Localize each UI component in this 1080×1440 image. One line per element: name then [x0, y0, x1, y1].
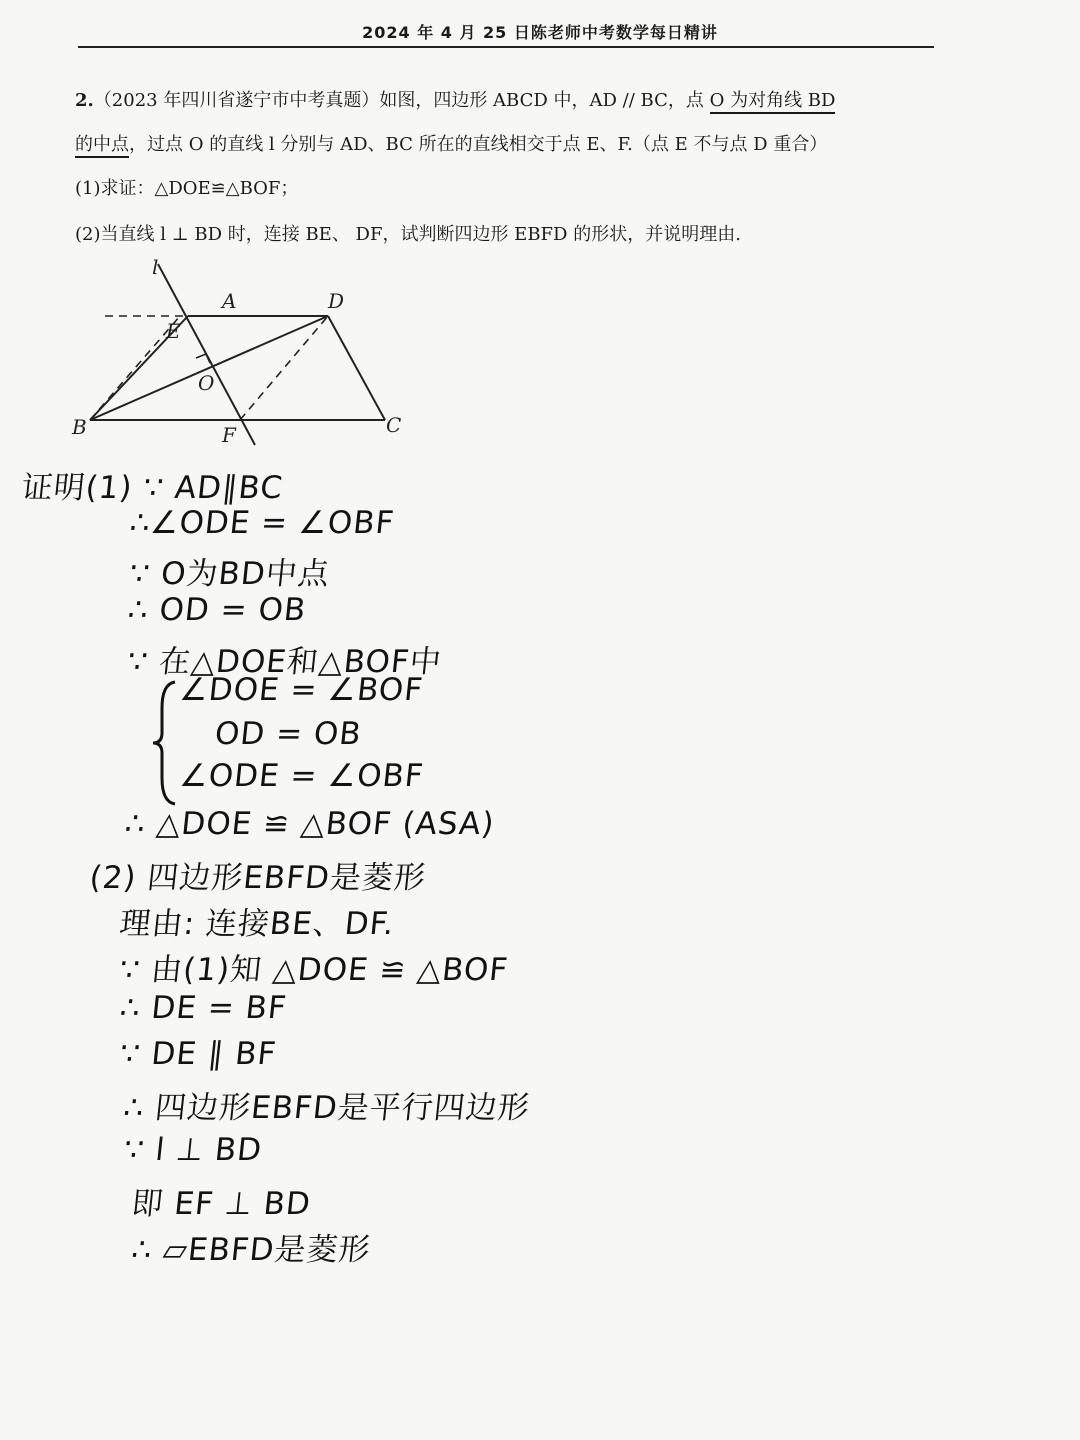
- dashed-df: [240, 316, 328, 420]
- proof-part2-conclusion: ∴ ▱EBFD是菱形: [129, 1232, 373, 1268]
- problem-underlined-1: O 为对角线 BD: [710, 90, 836, 114]
- problem-line-1: [75, 86, 835, 112]
- label-l: l: [152, 255, 159, 279]
- proof-line-3: ∵ O为BD中点: [127, 556, 332, 592]
- proof-part2-line-4: ∴ 四边形EBFD是平行四边形: [121, 1090, 532, 1126]
- proof-line-2: ∴∠ODE = ∠OBF: [128, 505, 397, 541]
- segment-dc: [328, 316, 385, 420]
- header-rule: [78, 46, 934, 48]
- proof-condition-1: ∠DOE = ∠BOF: [178, 672, 425, 708]
- problem-underlined-2: 的中点: [75, 134, 129, 158]
- proof-part2-line-1: ∵ 由(1)知 △DOE ≌ △BOF: [117, 952, 511, 988]
- problem-part-1: (1)求证：△DOE≌△BOF；: [75, 178, 299, 199]
- problem-text-2: ，过点 O 的直线 l 分别与 AD、BC 所在的直线相交于点 E、F.（点 E 不与点 D 重合）: [129, 134, 828, 155]
- label-f: F: [222, 423, 236, 447]
- condition-brace: [150, 678, 180, 808]
- proof-part2-line-5: ∵ l ⊥ BD: [122, 1132, 264, 1168]
- proof-part2-line-3: ∵ DE ∥ BF: [118, 1036, 279, 1072]
- label-a: A: [222, 289, 237, 313]
- segment-bd: [90, 316, 328, 420]
- problem-text-1: （2023 年四川省遂宁市中考真题）如图，四边形 ABCD 中，AD // BC，点: [93, 90, 704, 111]
- proof-line-5: ∵ 在△DOE和△BOF中: [125, 644, 444, 680]
- problem-line-2: [75, 130, 827, 156]
- page-header: 2024 年 4 月 25 日陈老师中考数学每日精讲: [362, 23, 718, 42]
- proof-condition-3: ∠ODE = ∠OBF: [178, 758, 426, 794]
- label-c: C: [386, 413, 402, 437]
- problem-part-2: (2)当直线 l ⊥ BD 时，连接 BE、 DF，试判断四边形 EBFD 的形状，并说明理由.: [75, 224, 741, 245]
- label-o: O: [198, 371, 215, 395]
- proof-part2-reason: 理由: 连接BE、DF.: [117, 906, 397, 942]
- proof-part2-line-2: ∴ DE = BF: [118, 990, 289, 1026]
- problem-number: 2.: [75, 90, 94, 111]
- geometry-diagram: [60, 250, 440, 450]
- label-e: E: [166, 319, 181, 343]
- proof-line-1: 证明(1) ∵ AD∥BC: [19, 470, 285, 506]
- proof-line-4: ∴ OD = OB: [126, 592, 309, 628]
- proof-conclusion-1: ∴ △DOE ≌ △BOF (ASA): [123, 806, 497, 842]
- label-d: D: [328, 289, 345, 313]
- proof-condition-2: OD = OB: [213, 716, 364, 752]
- label-b: B: [72, 415, 87, 439]
- proof-part2-claim: (2) 四边形EBFD是菱形: [87, 860, 428, 896]
- proof-part2-line-6: 即 EF ⊥ BD: [129, 1186, 313, 1222]
